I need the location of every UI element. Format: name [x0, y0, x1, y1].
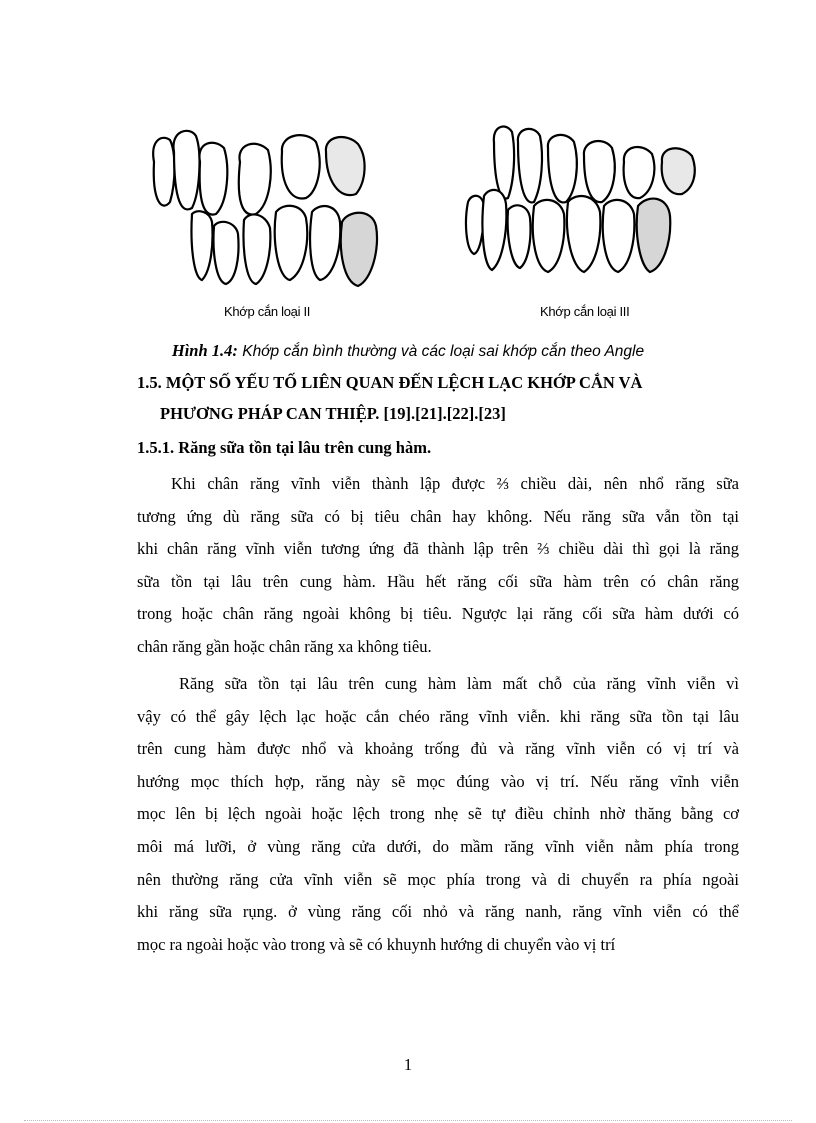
section-heading-1-5-continued: PHƯƠNG PHÁP CAN THIỆP. [19].[21].[22].[23] — [160, 404, 506, 423]
paragraph-line: vậy có thể gây lệch lạc hoặc cắn chéo răng vĩnh viễn. khi răng sữa tồn tại lâu — [137, 706, 739, 726]
figure-class-iii — [462, 122, 712, 297]
section-heading-1-5: 1.5. MỘT SỐ YẾU TỐ LIÊN QUAN ĐẾN LỆCH LẠC KHỚP CẮN VÀ — [137, 373, 643, 392]
paragraph-2 — [137, 668, 739, 961]
paragraph-line: trên cung hàm được nhổ và khoảng trống đủ và răng vĩnh viễn có vị trí và — [137, 739, 739, 759]
paragraph-line: khi chân răng vĩnh viễn tương ứng đã thành lập trên ⅔ chiều dài thì gọi là răng — [137, 539, 739, 559]
paragraph-line: môi má lưỡi, ở vùng răng cửa dưới, do mầm răng vĩnh viễn nằm phía trong — [137, 836, 739, 856]
paragraph-line: sữa tồn tại lâu trên cung hàm. Hầu hết răng cối sữa hàm trên có chân răng — [137, 571, 739, 591]
teeth-class-ii-drawing — [140, 122, 390, 297]
figure-class-ii-label: Khớp cắn loại II — [224, 304, 311, 319]
caption-label: Hình 1.4: — [171, 341, 238, 360]
paragraph-line: mọc ra ngoài hoặc vào trong và sẽ có khuynh hướng di chuyển vào vị trí — [137, 934, 616, 954]
figure-class-ii — [140, 122, 390, 297]
paragraph-line: Khi chân răng vĩnh viễn thành lập được ⅔ chiều dài, nên nhổ răng sữa — [171, 474, 739, 493]
caption-text: Khớp cắn bình thường và các loại sai khớp cắn theo Angle — [237, 343, 645, 360]
teeth-class-iii-drawing — [462, 122, 712, 297]
paragraph-line: trong hoặc chân răng ngoài không bị tiêu. Ngược lại răng cối sữa hàm dưới có — [137, 604, 739, 624]
paragraph-line: khi răng sữa rụng. ở vùng răng cối nhỏ và răng nanh, răng vĩnh viễn có thể — [137, 902, 739, 922]
paragraph-line: hướng mọc thích hợp, răng này sẽ mọc đúng vào vị trí. Nếu răng vĩnh viễn — [137, 771, 739, 791]
page-bottom-divider — [24, 1120, 792, 1121]
page-number: 1 — [403, 1055, 413, 1074]
figure-area — [140, 122, 720, 337]
figure-caption — [0, 341, 816, 361]
paragraph-line: nên thường răng cửa vĩnh viễn sẽ mọc phía trong và di chuyển ra phía ngoài — [137, 869, 739, 889]
figure-class-iii-label: Khớp cắn loại III — [540, 304, 630, 319]
paragraph-1 — [137, 468, 739, 664]
paragraph-line: mọc lên bị lệch ngoài hoặc lệch trong nhẹ sẽ tự điều chỉnh nhờ thăng bằng cơ — [137, 804, 739, 824]
paragraph-line: Răng sữa tồn tại lâu trên cung hàm làm mất chỗ của răng vĩnh viễn vì — [179, 674, 739, 693]
paragraph-line: chân răng gần hoặc chân răng xa không tiêu. — [137, 636, 432, 656]
subsection-heading-1-5-1: 1.5.1. Răng sữa tồn tại lâu trên cung hàm. — [137, 438, 432, 457]
paragraph-line: tương ứng dù răng sữa có bị tiêu chân hay không. Nếu răng sữa vẫn tồn tại — [137, 506, 739, 526]
